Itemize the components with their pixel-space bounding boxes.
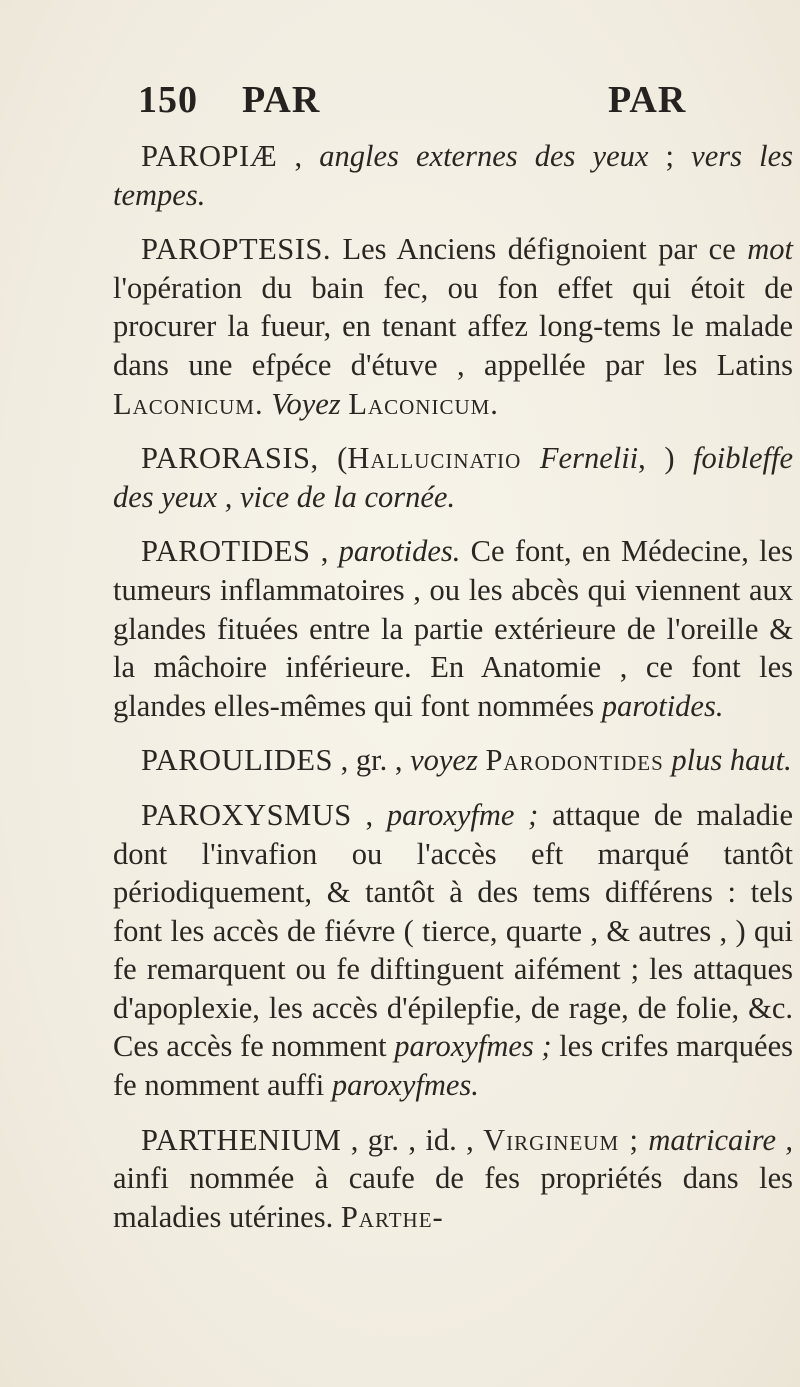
entry-text-segment: , bbox=[277, 139, 320, 173]
entry-text-segment: angles externes des yeux bbox=[319, 139, 649, 173]
entry-text-segment: , ) bbox=[638, 441, 694, 476]
header-right-word: PAR bbox=[608, 79, 687, 121]
entry-text-segment: mot bbox=[747, 232, 793, 267]
entry-text-segment: Les Anciens défignoient par ce bbox=[331, 232, 748, 267]
entry-text-segment: les crifes marquées fe nomment auffi bbox=[113, 1029, 793, 1103]
entry-paragraph bbox=[113, 532, 793, 725]
entry-text-segment: Voyez bbox=[271, 386, 341, 421]
entry-text-segment: ; bbox=[648, 139, 692, 173]
entry-headword: PAROPTESIS. bbox=[141, 232, 331, 267]
entry-text-segment: Parthe- bbox=[340, 1199, 444, 1234]
dictionary-entry bbox=[113, 230, 793, 423]
dictionary-entry bbox=[113, 137, 793, 214]
entry-text-segment: Laconicum. bbox=[113, 386, 264, 421]
entry-text-segment: , bbox=[310, 534, 339, 569]
running-header bbox=[138, 78, 698, 128]
entry-text-segment: ainfi nommée à caufe de fes propriétés dans les maladies utérines. bbox=[113, 1161, 793, 1234]
entry-text-segment: Fernelii bbox=[539, 441, 639, 476]
entry-text-segment: Parodontides bbox=[485, 743, 664, 778]
header-left-word: PAR bbox=[242, 79, 321, 121]
dictionary-entry bbox=[113, 532, 793, 725]
entry-text-segment: foibleffe des yeux , vice de la cornée. bbox=[113, 441, 793, 514]
entry-text-segment: Virgineum ; bbox=[483, 1122, 639, 1157]
entry-text-segment: matricaire , bbox=[648, 1122, 793, 1157]
entry-text-segment: attaque de maladie dont l'invafion ou l'accès eft marqué tantôt périodiquement, & tantôt à des tems différens : tels font les accès de fiévre ( tierce, quarte , & autres , ) qui fe remarquent ou fe diftinguent aifément ; les attaques d'apoplexie, les accès d'épilepfie, de rage, de folie, &c. Ces accès fe nomment bbox=[113, 797, 793, 1064]
entry-headword: PAROXYSMUS bbox=[141, 797, 352, 832]
entry-text-segment: Laconicum. bbox=[348, 386, 499, 421]
entry-text-segment: paroxyfmes ; bbox=[394, 1029, 552, 1064]
page-number: 150 bbox=[138, 79, 198, 121]
entry-text-segment: voyez bbox=[410, 743, 478, 778]
entry-headword: PARORASIS, bbox=[141, 441, 319, 476]
entry-text-segment: plus haut. bbox=[671, 743, 792, 778]
entry-text-segment: Ce font, en Médecine, les tumeurs inflammatoires , ou les abcès qui viennent aux glandes fituées entre la partie extérieure de l'oreille & la mâchoire inférieure. En Anatomie , ce font les glandes elles-mêmes qui font nommées bbox=[113, 534, 794, 723]
entry-paragraph bbox=[113, 741, 793, 780]
dictionary-text bbox=[113, 137, 793, 1252]
entry-text-segment: Hallucinatio bbox=[347, 441, 522, 476]
entry-paragraph bbox=[113, 1121, 793, 1237]
entry-text-segment: , bbox=[351, 797, 387, 832]
entry-text-segment: , gr. , bbox=[333, 743, 411, 778]
dictionary-entry bbox=[113, 796, 793, 1105]
entry-text-segment: paroxyfme ; bbox=[386, 797, 539, 832]
entry-paragraph bbox=[113, 230, 793, 423]
entry-text-segment: parotides. bbox=[601, 688, 724, 723]
entry-headword: PARTHENIUM bbox=[141, 1122, 342, 1157]
dictionary-entry bbox=[113, 439, 793, 516]
entry-headword: PAROTIDES bbox=[141, 534, 311, 569]
entry-headword: PAROULIDES bbox=[141, 743, 333, 778]
entry-headword: PAROPIÆ bbox=[141, 139, 278, 173]
entry-text-segment: ( bbox=[318, 441, 348, 476]
entry-text-segment: parotides. bbox=[338, 534, 461, 569]
entry-text-segment bbox=[639, 1123, 648, 1157]
entry-text-segment: l'opération du bain fec, ou fon effet qui étoit de procurer la fueur, en tenant affez long-tems le malade dans une efpéce d'étuve , appellée par les Latins bbox=[113, 270, 793, 382]
entry-text-segment: vers les tempes. bbox=[113, 139, 794, 212]
entry-paragraph bbox=[113, 137, 793, 214]
entry-paragraph bbox=[113, 439, 793, 516]
entry-text-segment: , gr. , id. , bbox=[341, 1122, 484, 1157]
entry-paragraph bbox=[113, 796, 793, 1105]
dictionary-entry bbox=[113, 741, 793, 780]
entry-text-segment bbox=[521, 441, 540, 475]
entry-text-segment: paroxyfmes. bbox=[331, 1068, 479, 1103]
dictionary-entry bbox=[113, 1121, 793, 1237]
